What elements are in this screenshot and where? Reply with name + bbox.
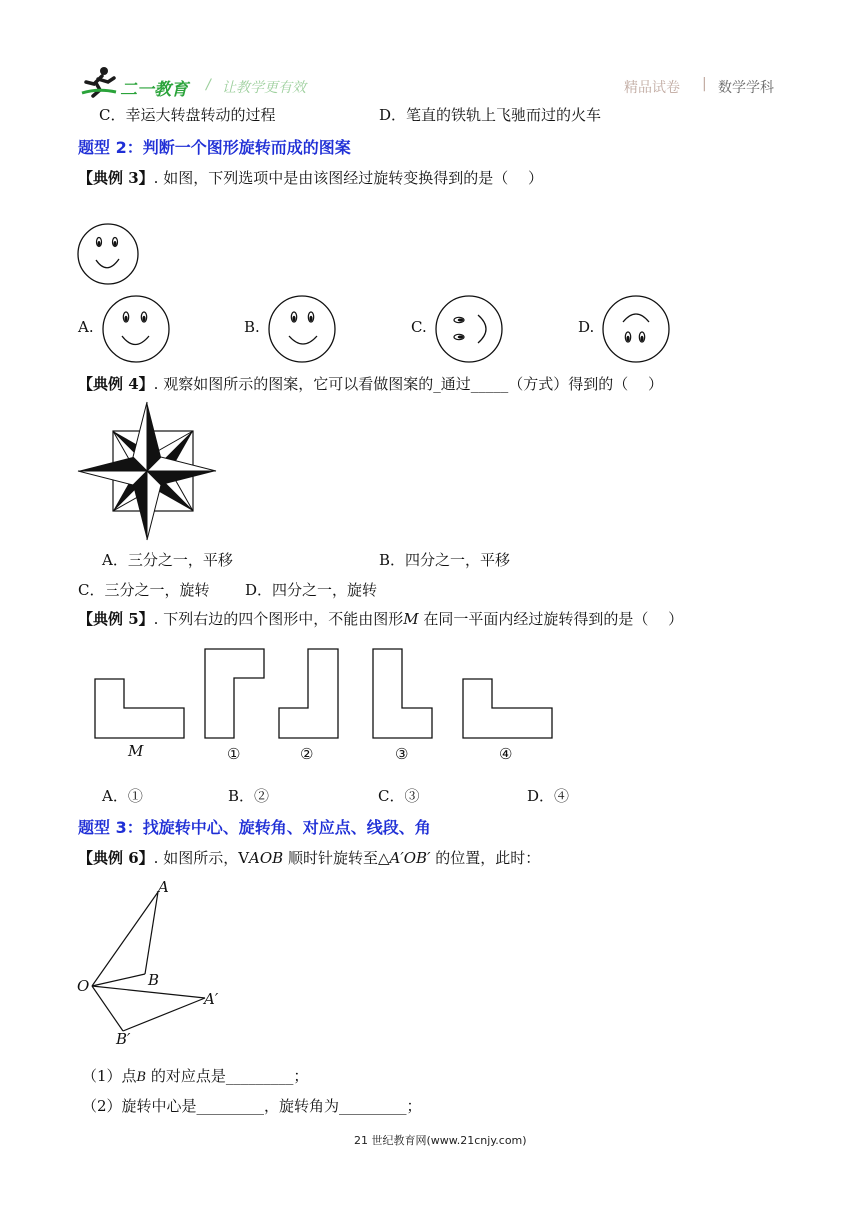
- example4-option-a: A．三分之一，平移: [102, 551, 233, 569]
- example5-question: [78, 608, 683, 629]
- example5-text-post: 在同一平面内经过旋转得到的是（ ）: [418, 610, 684, 628]
- smiley-option-b-figure: [267, 294, 337, 364]
- example3-tag: 【典例 3】: [78, 169, 154, 187]
- prev-option-c: C．幸运大转盘转动的过程: [99, 106, 276, 124]
- point-label-b: B: [148, 971, 160, 989]
- logo-text: 二一教育: [120, 80, 188, 100]
- example4-option-c: C．三分之一，旋转: [78, 581, 210, 599]
- figure-label-4: ④: [499, 745, 513, 763]
- example6-text-mid: 顺时针旋转至△: [283, 849, 390, 867]
- point-label-b-prime: B′: [116, 1030, 131, 1048]
- example3-text: . 如图，下列选项中是由该图经过旋转变换得到的是（ ）: [153, 169, 543, 187]
- slogan-separator: /: [206, 77, 211, 93]
- subquestion-1-post: 的对应点是_________；: [146, 1067, 309, 1085]
- header-separator: |: [702, 76, 707, 92]
- smiley-option-d-figure: [601, 294, 671, 364]
- section-heading-type3: 题型 3：找旋转中心、旋转角、对应点、线段、角: [78, 818, 431, 837]
- point-label-o: O: [77, 977, 90, 995]
- example3-option-d-label: D.: [578, 318, 595, 336]
- l-shape-2-figure: [278, 648, 340, 740]
- prev-option-d: D．笔直的铁轨上飞驰而过的火车: [379, 106, 602, 124]
- figure-label-m: M: [128, 742, 144, 760]
- smiley-original-figure: [76, 222, 140, 286]
- point-label-a-prime: A′: [204, 990, 219, 1008]
- example4-text: . 观察如图所示的图案，它可以看做图案的_通过_____（方式）得到的（ ）: [153, 375, 663, 393]
- header-label: 精品试卷: [624, 80, 680, 96]
- smiley-option-a-figure: [101, 294, 171, 364]
- example5-text-pre: . 下列右边的四个图形中，不能由图形: [153, 610, 404, 628]
- example4-tag: 【典例 4】: [78, 375, 154, 393]
- subquestion-1-pre: （1）点: [82, 1067, 137, 1085]
- example3-question: [78, 167, 543, 188]
- section-heading-type2: 题型 2：判断一个图形旋转而成的图案: [78, 138, 351, 157]
- example3-option-a-label: A.: [78, 318, 94, 336]
- example6-tri: A′OB′: [389, 849, 431, 867]
- example6-question: [78, 847, 540, 868]
- example6-text-pre: . 如图所示，V: [153, 849, 250, 867]
- subquestion-1-var: B: [136, 1070, 147, 1085]
- example4-option-b: B．四分之一，平移: [379, 551, 511, 569]
- runner-logo-icon: [80, 66, 120, 98]
- example6-subquestion-2: （2）旋转中心是_________，旋转角为_________；: [82, 1097, 422, 1115]
- example4-option-d: D．四分之一，旋转: [245, 581, 378, 599]
- example6-aob: AOB: [249, 849, 284, 867]
- slogan: 让教学更有效: [222, 80, 306, 96]
- example5-tag: 【典例 5】: [78, 610, 154, 628]
- example5-option-a: A．①: [102, 787, 143, 805]
- rotation-triangles-figure: [70, 876, 240, 1056]
- point-label-a: A: [158, 878, 169, 896]
- example3-option-c-label: C.: [411, 318, 427, 336]
- figure-label-2: ②: [300, 745, 314, 763]
- page-footer: 21 世纪教育网(www.21cnjy.com): [354, 1134, 527, 1147]
- l-shape-3-figure: [372, 648, 434, 740]
- example5-option-d: D．④: [527, 787, 570, 805]
- example5-option-b: B．②: [228, 787, 270, 805]
- figure-label-3: ③: [395, 745, 409, 763]
- example6-text-post: 的位置，此时：: [430, 849, 541, 867]
- example5-var-m: M: [403, 610, 419, 628]
- example5-option-c: C．③: [378, 787, 420, 805]
- smiley-option-c-figure: [434, 294, 504, 364]
- star-pattern-figure: [76, 400, 218, 542]
- header-subject: 数学学科: [718, 80, 774, 96]
- example3-option-b-label: B.: [244, 318, 260, 336]
- example6-subquestion-1: [82, 1065, 308, 1086]
- example6-tag: 【典例 6】: [78, 849, 154, 867]
- figure-label-1: ①: [227, 745, 241, 763]
- example4-question: [78, 373, 663, 394]
- l-shape-m-figure: [94, 678, 186, 740]
- l-shape-4-figure: [462, 678, 554, 740]
- l-shape-1-figure: [204, 648, 266, 740]
